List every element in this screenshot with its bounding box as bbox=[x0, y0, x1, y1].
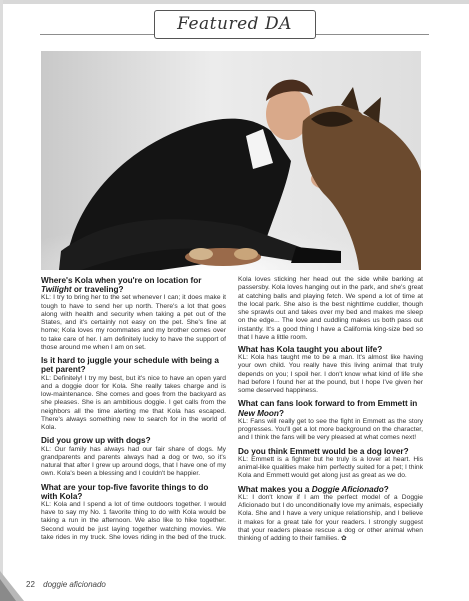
qa-item bbox=[238, 345, 423, 395]
qa-item bbox=[41, 276, 226, 352]
page-footer bbox=[26, 580, 106, 589]
question: Did you grow up with dogs? bbox=[41, 436, 151, 446]
qa-item bbox=[238, 399, 423, 442]
question: What can fans look forward to from Emmett in New Moon? bbox=[238, 399, 418, 418]
qa-item bbox=[238, 447, 423, 481]
answer: KL: I don't know if I am the perfect model of a Doggie Aficionado but I do unconditionally love my animals, especially Kola. She and I have a very unique relationship, and I believe it makes for a great tale for your readers. I strongly suggest that your readers please rescue a dog or other animal when thinking of adding to their families. ✿ bbox=[238, 493, 423, 543]
page-edge bbox=[0, 0, 469, 4]
question: Do you think Emmett would be a dog lover? bbox=[238, 446, 409, 456]
page-edge-left bbox=[0, 0, 3, 601]
answer: KL: Our family has always had our fair share of dogs. My grandparents and parents always had a dog or two, so it's natural that after I grew up around dogs, that I have one of my own. Kola's been a blessing and I couldn't be happier. bbox=[41, 445, 226, 478]
question: What has Kola taught you about life? bbox=[238, 345, 383, 354]
page-number: 22 bbox=[26, 580, 35, 589]
question: What are your top-five favorite things to do with Kola? bbox=[41, 482, 209, 501]
answer: KL: Emmett is a fighter but he truly is a lover at heart. His animal-like qualities make him perfectly suited for a pet; I think Kola and Emmett would get along just as great as we do. bbox=[238, 455, 423, 480]
qa-item bbox=[238, 485, 423, 544]
page-corner-icon bbox=[0, 571, 24, 601]
question: Where's Kola when you're on location for Twilight or traveling? bbox=[41, 276, 202, 295]
answer: KL: Fans will really get to see the fight in Emmett as the story progresses. You'll get a lot more background on the character, and I think the fans will be very pleased at what comes next! bbox=[238, 417, 423, 442]
question: Is it hard to juggle your schedule with being a pet parent? bbox=[41, 356, 219, 375]
article-body bbox=[41, 276, 423, 576]
qa-item bbox=[41, 436, 226, 478]
section-header bbox=[0, 10, 469, 40]
magazine-name: doggie aficionado bbox=[43, 580, 106, 589]
qa-item bbox=[41, 356, 226, 432]
feature-photo bbox=[41, 51, 421, 270]
man-hugging-dog-photo bbox=[41, 51, 421, 270]
answer: KL: Kola and I spend a lot of time outdoors together. I would have to say my No. 1 favorite thing to do with Kola would be taking a run in the afternoon. We also like to hike together. Second would be just laying together watching movies. We take rides in my truck. She loves riding in the bed of the truck. Kola loves sticking her head out the side while barking at passersby. Kola loves hanging out in the park, and she's great at catching balls and playing fetch. We spend a lot of time at the local park. She also is the best nighttime cuddler, though she sprawls out and takes over my bed and makes me sleep on the edge... The love and cuddling makes us both pass out instantly. It's a good thing I have a California king-size bed so that I have a little room. bbox=[41, 276, 423, 541]
question: What makes you a Doggie Aficionado? bbox=[238, 484, 389, 494]
answer: KL: Kola has taught me to be a man. It's almost like having your own child. You really have this living animal that truly depends on you; I spoil her. I don't know what kind of life she had before I found her at the pound, but I hope I've given her some deserved happiness. bbox=[238, 354, 423, 395]
answer: KL: Definitely! I try my best, but it's nice to have an open yard and a doggie door for Kola. She really takes charge and is low-maintenance. She comes and goes from the backyard as she pleases. She is an ambitious doggie. I get calls from the neighbors all the time alerting me that Kola has escaped. There's always something new to search for in the world of Kola. bbox=[41, 374, 226, 432]
section-title: Featured DA bbox=[154, 10, 316, 39]
answer: KL: I try to bring her to the set whenever I can; it does make it tough to have to send her up north. There's a lot that goes along with health and security when taking a pet out of the States, and it's certainly not easy on the pet. She's fine at home; Kola loves my roommates and my brother comes over to take care of her. I am definitely lucky to have the support of those around me when I am on set. bbox=[41, 294, 226, 351]
